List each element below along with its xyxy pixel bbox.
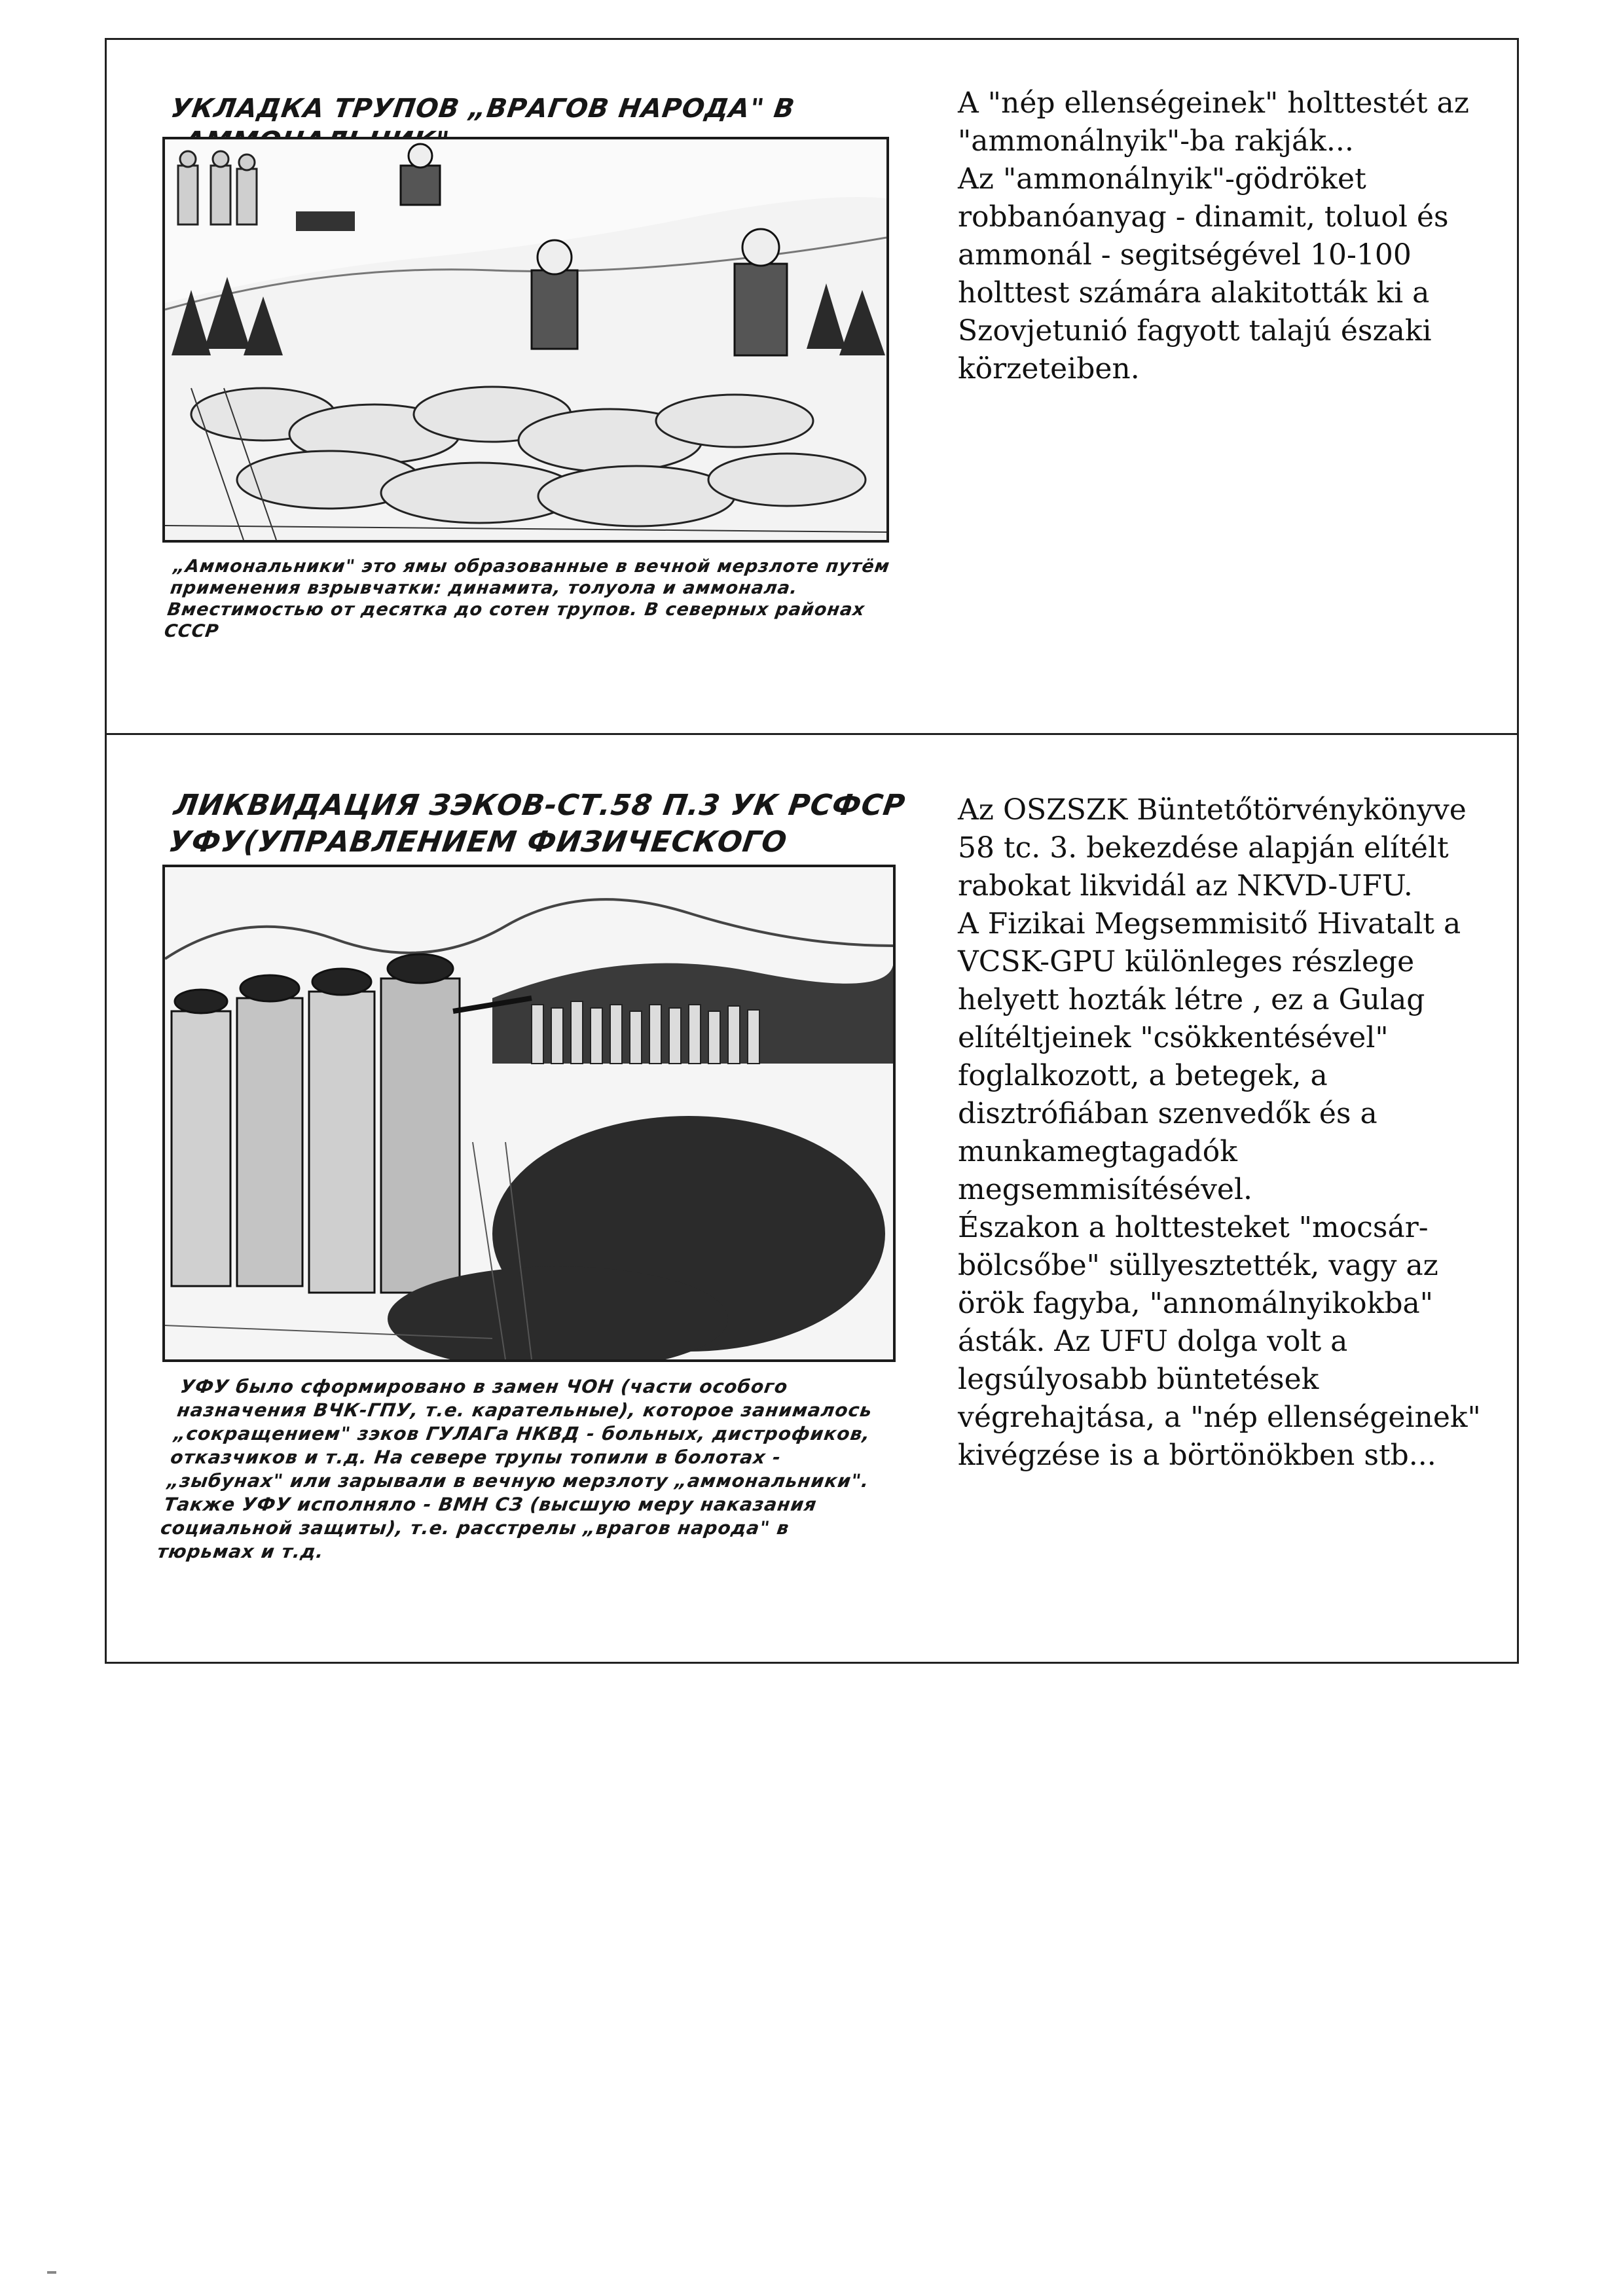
illustration-caption: „Аммональники" это ямы образованные в вечной мерзлоте путём применения взрывчатки: динамита, толуола и аммонала. Вместимостью от десятка до сотен трупов. В северных районах СССР <box>162 556 892 641</box>
execution-drawing-svg <box>165 867 893 1359</box>
illustration-caption: УФУ было сформировано в замен ЧОН (части особого назначения ВЧК-ГПУ, т.е. карательные), которое занималось „сокращением" зэков ГУЛАГа НКВД - больных, дистрофиков, отказчиков и т.д. На севере трупы топили в болотах - „зыбунах" или зарывали в вечную мерзлоту „аммональники". Также УФУ исполняло - ВМН СЗ (высшую меру наказания социальной защиты), т.е. расстрелы „врагов народа" в тюрьмах и т.д. <box>156 1376 874 1562</box>
drawing-bodies-in-pit <box>162 137 889 543</box>
panel-ufu-execution <box>107 735 1517 1662</box>
scan-mark <box>47 2271 56 2274</box>
illustration-ammonalnik <box>156 79 1040 727</box>
illustration-title: ЛИКВИДАЦИЯ ЗЭКОВ-СТ.58 П.3 УК РСФСР УФУ(УПРАВЛЕНИЕМ ФИЗИЧЕСКОГО <box>166 789 907 859</box>
hungarian-description: A "nép ellenségeinek" holttestét az "ammonálnyik"-ba rakják... Az "ammonálnyik"-gödröket robbanóanyag - dinamit, toluol és ammonál - segitségével 10-100 holttest számára alakitották ki a Szovjetunió fagyott talajú északi körzeteiben. <box>958 86 1469 386</box>
illustration-execution <box>156 774 1000 1651</box>
drawing-firing-squad <box>162 865 896 1362</box>
panel-ammonalnik <box>107 40 1517 735</box>
pit-drawing-svg <box>165 139 886 540</box>
illustration-title: УКЛАДКА ТРУПОВ „ВРАГОВ НАРОДА" В <box>169 94 797 124</box>
document-frame <box>105 38 1519 1664</box>
hungarian-description: Az OSZSZK Büntetőtörvénykönyve 58 tc. 3. bekezdése alapján elítélt rabokat likvidál az NKVD-UFU. A Fizikai Megsemmisitő Hivatalt a VCSK-GPU különleges részlege helyett hozták létre , ez a Gulag elítéltjeinek "csökkentésével" foglalkozott, a betegek, a disztrófiában szenvedők és a munkamegtagadók megsemmisítésével. Északon a holttesteket "mocsár-bölcsőbe" süllyesztették, vagy az örök fagyba, "annomálnyikokba" ásták. Az UFU dolga volt a legsúlyosabb büntetések végrehajtása, a "nép ellenségeinek" kivégzése is a börtönökben stb... <box>958 793 1481 1472</box>
